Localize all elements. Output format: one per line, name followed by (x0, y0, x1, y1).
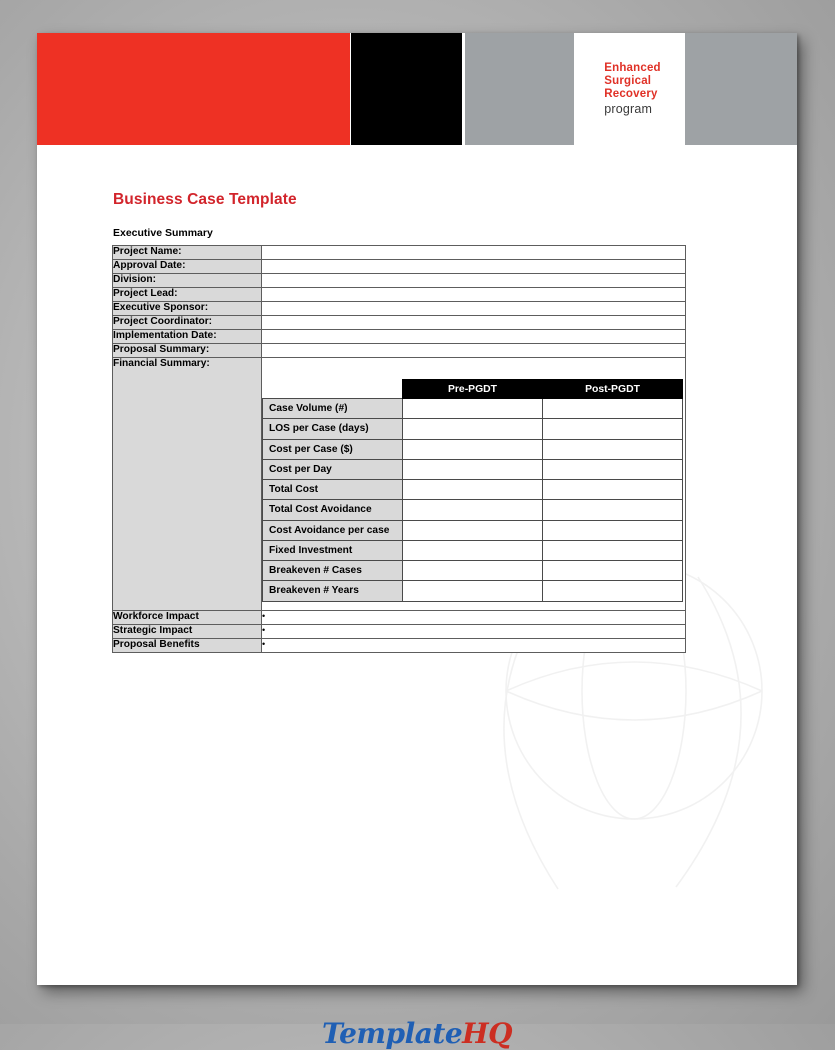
fin-pre-cost-per-case[interactable] (403, 439, 543, 459)
row-label-financial-summary (113, 358, 262, 611)
financial-header-row (263, 380, 683, 399)
table-row (113, 344, 686, 358)
row-value-project-lead[interactable] (262, 288, 686, 302)
row-label-project-lead: Project Lead: (113, 288, 262, 302)
bullet-icon: • (262, 638, 266, 649)
templatehq-logo-part1: Template (321, 1017, 463, 1050)
table-row (113, 288, 686, 302)
row-label-division: Division: (113, 274, 262, 288)
fin-post-total-cost[interactable] (543, 480, 683, 500)
financial-summary-label-wrap (113, 358, 261, 369)
row-label-project-coordinator: Project Coordinator: (113, 316, 262, 330)
table-row (113, 638, 686, 652)
row-value-project-coordinator[interactable] (262, 316, 686, 330)
fin-label-case-volume: Case Volume (#) (263, 399, 403, 419)
fin-pre-cost-avoidance-per-case[interactable] (403, 520, 543, 540)
row-label-proposal-summary: Proposal Summary: (113, 344, 262, 358)
fin-label-total-cost: Total Cost (263, 480, 403, 500)
row-value-implementation-date[interactable] (262, 330, 686, 344)
header-red-block (37, 33, 350, 145)
table-row (113, 260, 686, 274)
fin-label-fixed-investment: Fixed Investment (263, 540, 403, 560)
row-label-executive-sponsor: Executive Sponsor: (113, 302, 262, 316)
table-row (263, 561, 683, 581)
financial-header-blank (263, 380, 403, 399)
table-row (113, 302, 686, 316)
row-label-workforce-impact: Workforce Impact (113, 610, 262, 624)
row-value-strategic-impact[interactable] (262, 624, 686, 638)
templatehq-logo-part2: HQ (462, 1017, 513, 1050)
fin-label-cost-per-case: Cost per Case ($) (263, 439, 403, 459)
table-row (113, 330, 686, 344)
fin-label-breakeven-cases: Breakeven # Cases (263, 561, 403, 581)
fin-pre-los-per-case[interactable] (403, 419, 543, 439)
fin-label-cost-avoidance-per-case: Cost Avoidance per case (263, 520, 403, 540)
row-label-implementation-date: Implementation Date: (113, 330, 262, 344)
section-heading: Executive Summary (113, 227, 213, 239)
financial-header-post-pgdt: Post-PGDT (543, 380, 683, 399)
row-label-proposal-benefits: Proposal Benefits (113, 638, 262, 652)
fin-pre-breakeven-cases[interactable] (403, 561, 543, 581)
fin-post-cost-avoidance-per-case[interactable] (543, 520, 683, 540)
brand-logo-text (598, 62, 661, 116)
brand-logo-line-4: program (604, 101, 653, 116)
table-row (113, 274, 686, 288)
fin-post-cost-per-day[interactable] (543, 459, 683, 479)
row-value-workforce-impact[interactable] (262, 610, 686, 624)
table-row (263, 399, 683, 419)
row-value-executive-sponsor[interactable] (262, 302, 686, 316)
fin-pre-total-cost[interactable] (403, 480, 543, 500)
templatehq-logo (37, 1017, 797, 1050)
row-value-division[interactable] (262, 274, 686, 288)
fin-label-cost-per-day: Cost per Day (263, 459, 403, 479)
table-row (263, 520, 683, 540)
fin-post-case-volume[interactable] (543, 399, 683, 419)
fin-pre-breakeven-years[interactable] (403, 581, 543, 601)
financial-header-pre-pgdt: Pre-PGDT (403, 380, 543, 399)
financial-metrics-table (262, 379, 683, 602)
fin-pre-total-cost-avoidance[interactable] (403, 500, 543, 520)
fin-post-breakeven-cases[interactable] (543, 561, 683, 581)
header-black-block (351, 33, 462, 145)
fin-label-total-cost-avoidance: Total Cost Avoidance (263, 500, 403, 520)
row-value-proposal-benefits[interactable] (262, 638, 686, 652)
table-row (113, 624, 686, 638)
row-value-proposal-summary[interactable] (262, 344, 686, 358)
page-title: Business Case Template (113, 191, 297, 208)
fin-label-los-per-case: LOS per Case (days) (263, 419, 403, 439)
fin-post-fixed-investment[interactable] (543, 540, 683, 560)
brand-logo-line-1: Enhanced (604, 62, 661, 75)
table-row (263, 581, 683, 601)
table-row (113, 246, 686, 260)
table-row (263, 540, 683, 560)
fin-post-los-per-case[interactable] (543, 419, 683, 439)
table-row (263, 480, 683, 500)
table-row (113, 610, 686, 624)
financial-summary-cell (262, 358, 686, 611)
business-case-table (112, 245, 686, 653)
table-row (263, 459, 683, 479)
document-page (37, 33, 797, 1050)
row-label-project-name: Project Name: (113, 246, 262, 260)
fin-post-total-cost-avoidance[interactable] (543, 500, 683, 520)
fin-post-cost-per-case[interactable] (543, 439, 683, 459)
bullet-icon: • (262, 610, 266, 621)
row-value-approval-date[interactable] (262, 260, 686, 274)
brand-logo-line-2: Surgical (604, 75, 652, 88)
table-row (263, 500, 683, 520)
bullet-icon: • (262, 624, 266, 635)
row-value-project-name[interactable] (262, 246, 686, 260)
table-row (263, 419, 683, 439)
fin-pre-fixed-investment[interactable] (403, 540, 543, 560)
table-row (263, 439, 683, 459)
fin-pre-case-volume[interactable] (403, 399, 543, 419)
brand-logo-panel (574, 33, 685, 145)
brand-logo-line-3: Recovery (604, 87, 658, 100)
header-banner (37, 33, 797, 145)
table-row (113, 316, 686, 330)
row-label-strategic-impact: Strategic Impact (113, 624, 262, 638)
row-label-approval-date: Approval Date: (113, 260, 262, 274)
table-row-financial-summary (113, 358, 686, 611)
fin-label-breakeven-years: Breakeven # Years (263, 581, 403, 601)
fin-pre-cost-per-day[interactable] (403, 459, 543, 479)
financial-summary-label: Financial Summary: (113, 358, 210, 369)
fin-post-breakeven-years[interactable] (543, 581, 683, 601)
